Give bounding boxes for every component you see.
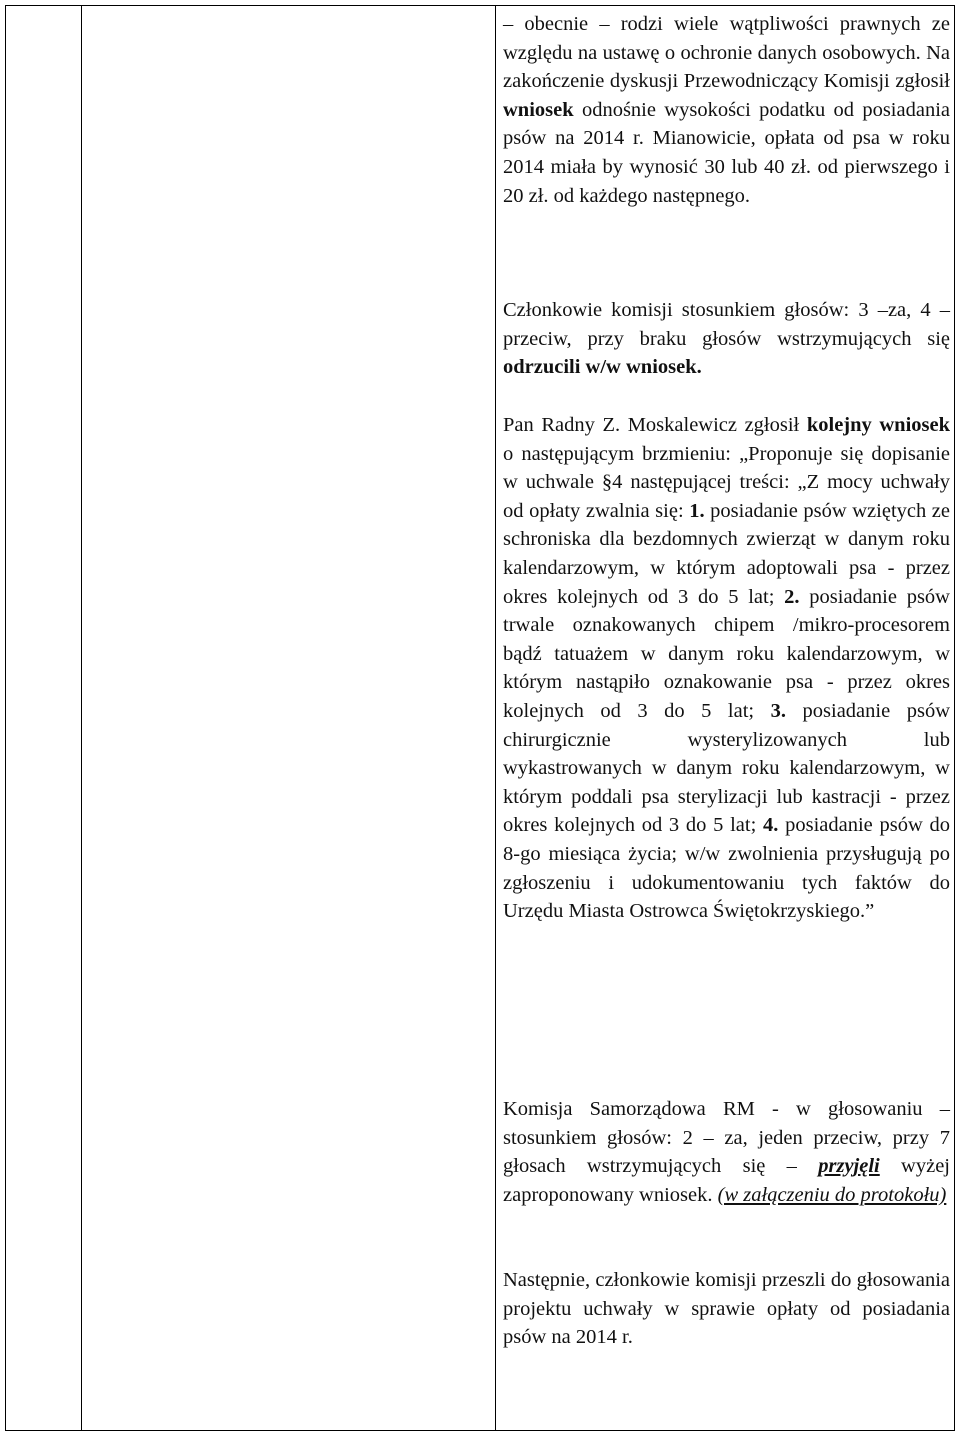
text: Członkowie komisji stosunkiem głosów: 3 –za, 4 – przeciw, przy braku głosów wstrzymujących się	[503, 299, 950, 350]
bold-text: 3.	[770, 699, 787, 722]
paragraph-motion	[503, 411, 950, 926]
table-column-number	[6, 6, 82, 1430]
text: posiadanie psów trwale oznakowanych chipem /mikro-procesorem bądź tatuażem w danym roku kalendarzowym, w którym nastąpiło oznakowanie psa - przez okres kolejnych od 3 do 5 lat;	[503, 585, 950, 722]
text: posiadanie psów chirurgicznie wysterylizowanych lub wykastrowanych w danym roku kalendarzowym, w którym poddali psa sterylizacji lub kastracji - przez okres kolejnych od 3 do 5 lat;	[503, 699, 950, 837]
italic-note: (w załączeniu do protokołu)	[717, 1183, 947, 1206]
document-table	[5, 5, 955, 1431]
bold-text: kolejny wniosek	[806, 414, 950, 436]
text: wyżej zaproponowany wniosek.	[503, 1155, 950, 1206]
text: Następnie, członkowie komisji przeszli do głosowania projektu uchwały w sprawie opłaty od posiadania psów na 2014 r.	[503, 1269, 950, 1349]
table-column-topic	[82, 6, 496, 1430]
text: – obecnie – rodzi wiele wątpliwości prawnych ze względu na ustawę o ochronie danych osobowych. Na zakończenie dyskusji Przewodniczący Komisji zgłosił	[503, 13, 950, 93]
paragraph-vote-result	[503, 296, 950, 382]
paragraph-next-vote	[503, 1266, 950, 1352]
bold-text: 1.	[689, 499, 705, 522]
text: posiadanie psów do 8-go miesiąca życia; w/w zwolnienia przysługują po zgłoszeniu i udokumentowaniu tych faktów do Urzędu Miasta Ostrowca Świętokrzyskiego.”	[503, 814, 950, 923]
bold-text: odrzucili w/w wniosek.	[503, 356, 702, 379]
text: posiadanie psów wziętych ze schroniska dla bezdomnych zwierząt w danym roku kalendarzowym, w którym adoptowali psa - przez okres kolejnych od 3 do 5 lat;	[503, 499, 950, 608]
bold-text: 4.	[763, 814, 779, 837]
text: Komisja Samorządowa RM - w głosowaniu – stosunkiem głosów: 2 – za, jeden przeciw, przy 7 głosach wstrzymujących się –	[503, 1098, 950, 1178]
text: Pan Radny Z. Moskalewicz zgłosił	[503, 414, 807, 436]
paragraph-commission-vote	[503, 1095, 950, 1209]
text: odnośnie wysokości podatku od posiadania psów na 2014 r. Mianowicie, opłata od psa w roku 2014 miała by wynosić 30 lub 40 zł. od pierwszego i 20 zł. od każdego następnego.	[503, 98, 950, 207]
paragraph-discussion	[503, 10, 950, 210]
bold-text: wniosek	[503, 98, 574, 121]
table-column-content	[503, 6, 950, 1430]
text: o następującym brzmieniu: „Proponuje się dopisanie w uchwale §4 następującej treści: „Z mocy uchwały od opłaty zwalnia się:	[503, 442, 950, 522]
bold-italic-text: przyjęli	[818, 1155, 880, 1178]
bold-text: 2.	[784, 585, 800, 608]
